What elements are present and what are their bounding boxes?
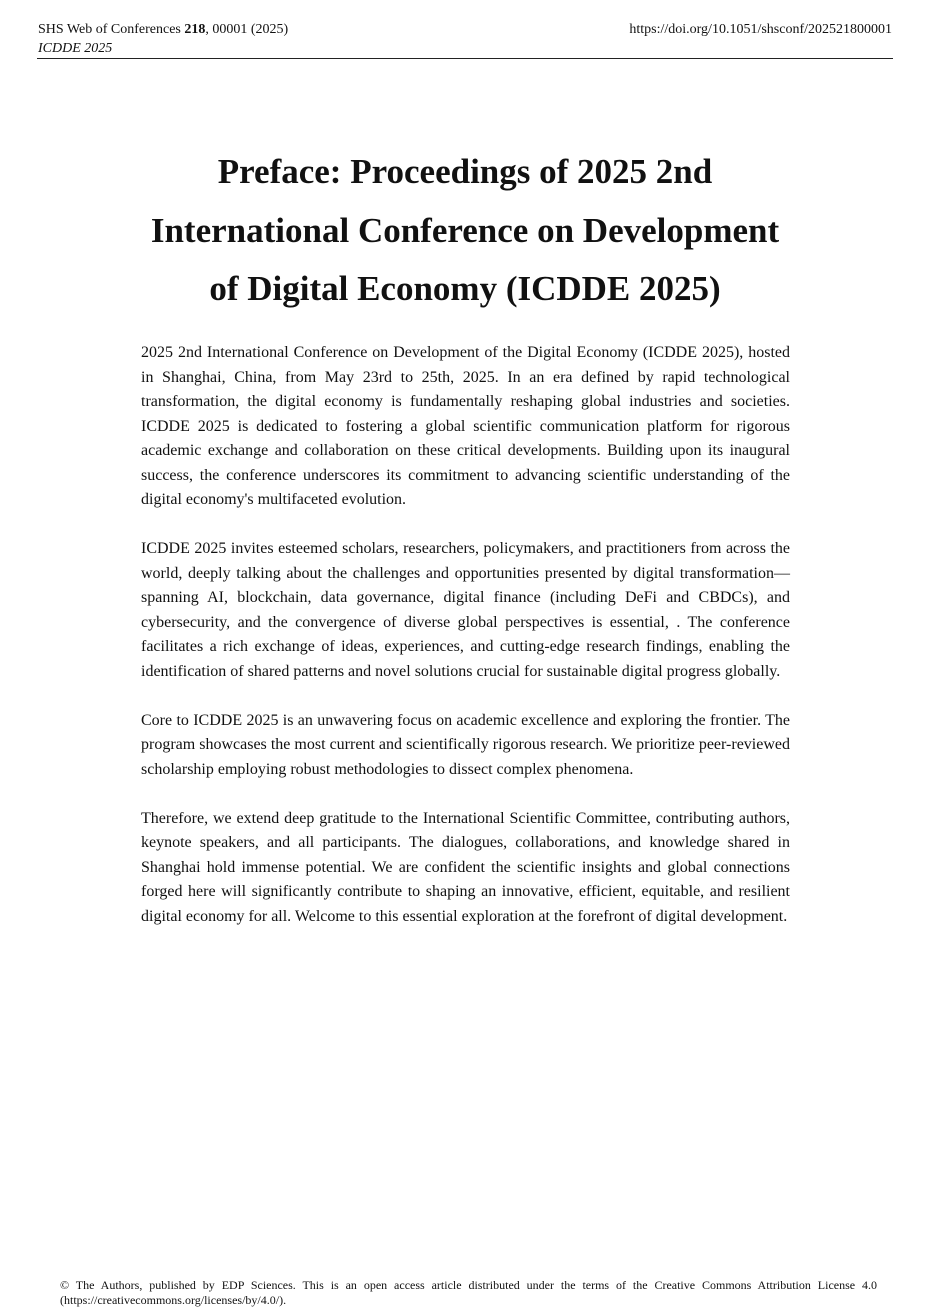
article-number-year: , 00001 (2025) [205,22,289,37]
running-header [38,20,288,58]
volume-number: 218 [184,22,206,37]
conference-short-name: ICDDE 2025 [38,41,113,56]
preface-body [141,341,790,954]
body-paragraph-3: Core to ICDDE 2025 is an unwavering focus on academic excellence and exploring the frontier. The program showcases the most current and scientifically rigorous research. We prioritize peer-reviewed scholarship employing robust methodologies to dissect complex phenomena. [141,711,790,778]
title-line-2: International Conference on Development [150,210,780,250]
body-paragraph-1: 2025 2nd International Conference on Development of the Digital Economy (ICDDE 2025), hosted in Shanghai, China, from May 23rd to 25th, 2025. In an era defined by rapid technological transformation, the digital economy is fundamentally reshaping global industries and societies. ICDDE 2025 is dedicated to fostering a global scientific communication platform for rigorous academic exchange and collaboration on these critical developments. Building upon its inaugural success, the conference underscores its commitment to advancing scientific understanding of the digital economy's multifaceted evolution. [141,344,790,508]
journal-name: SHS Web of Conferences [38,22,185,37]
title-line-1: Preface: Proceedings of 2025 2nd [217,152,713,191]
doi-link[interactable]: https://doi.org/10.1051/shsconf/202521800001 [629,22,892,37]
body-paragraph-4: Therefore, we extend deep gratitude to the International Scientific Committee, contributing authors, keynote speakers, and all participants. The dialogues, collaborations, and knowledge shared in Shanghai hold immense potential. We are confident the scientific insights and global connections forged here will significantly contribute to shaping an innovative, efficient, equitable, and resilient digital economy for all. Welcome to this essential exploration at the forefront of digital development. [141,809,790,925]
journal-citation [38,20,288,39]
body-paragraph-2: ICDDE 2025 invites esteemed scholars, researchers, policymakers, and practitioners from across the world, deeply talking about the challenges and opportunities presented by digital transformation—spanning AI, blockchain, data governance, digital finance (including DeFi and CBDCs), and cybersecurity, and the convergence of diverse global perspectives is essential, . The conference facilitates a rich exchange of ideas, experiences, and cutting-edge research findings, enabling the identification of shared patterns and novel solutions crucial for sustainable digital progress globally. [141,540,790,680]
license-footer: © The Authors, published by EDP Sciences. This is an open access article distributed under the terms of the Creative Commons Attribution License 4.0 (https://creativecommons.org/licenses/by/4.0/). [60,1278,877,1307]
header-divider [37,58,893,59]
title-line-3: of Digital Economy (ICDDE 2025) [209,269,721,308]
paper-title [100,143,830,319]
